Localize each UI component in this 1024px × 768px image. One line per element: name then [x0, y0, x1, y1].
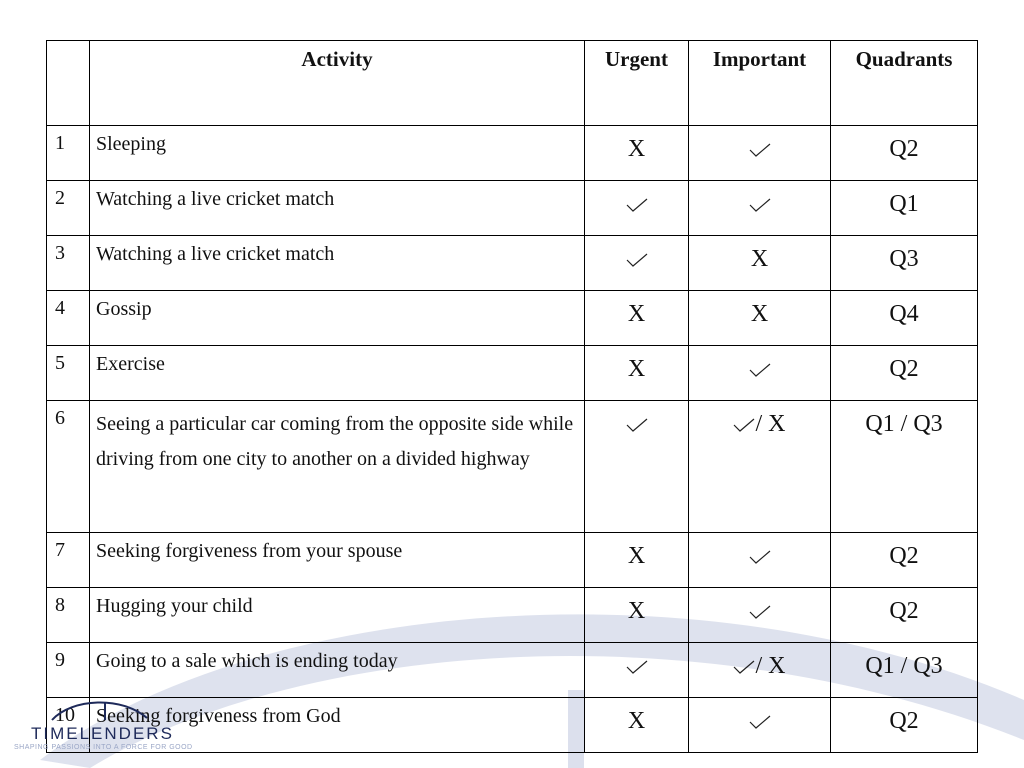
check-icon [626, 418, 648, 432]
quadrant-cell: Q4 [831, 291, 978, 346]
quadrant-cell: Q2 [831, 698, 978, 753]
urgent-cell [585, 698, 689, 753]
row-number: 6 [47, 401, 90, 533]
important-cell [689, 588, 831, 643]
header-row [47, 41, 978, 126]
quadrant-cell: Q1 / Q3 [831, 401, 978, 533]
urgent-cell [585, 291, 689, 346]
header-quadrants: Quadrants [831, 41, 978, 126]
activity-cell: Exercise [90, 346, 585, 401]
check-icon [749, 143, 771, 157]
cross-mark: X [627, 543, 646, 569]
important-cell [689, 698, 831, 753]
check-icon [749, 550, 771, 564]
cross-mark: X [627, 708, 646, 734]
check-icon [626, 660, 648, 674]
separator: / [755, 653, 769, 679]
cross-mark: X [627, 356, 646, 382]
row-number: 4 [47, 291, 90, 346]
logo-tagline: SHAPING PASSIONS INTO A FORCE FOR GOOD [14, 744, 193, 751]
important-cell [689, 401, 831, 533]
check-icon [626, 198, 648, 212]
activity-cell: Seeking forgiveness from your spouse [90, 533, 585, 588]
quadrant-cell: Q1 [831, 181, 978, 236]
cross-mark: X [627, 136, 646, 162]
check-icon [749, 715, 771, 729]
table-row [47, 401, 978, 533]
urgent-cell [585, 643, 689, 698]
cross-mark: X [768, 653, 786, 679]
activity-cell: Gossip [90, 291, 585, 346]
important-cell [689, 291, 831, 346]
check-icon [733, 660, 755, 674]
check-icon [626, 253, 648, 267]
quadrant-cell: Q2 [831, 588, 978, 643]
table-body [47, 126, 978, 753]
row-number: 1 [47, 126, 90, 181]
cross-mark: X [768, 411, 786, 437]
table-row [47, 181, 978, 236]
cross-mark: X [750, 246, 769, 272]
cross-mark: X [627, 301, 646, 327]
quadrant-cell: Q2 [831, 126, 978, 181]
table-row [47, 346, 978, 401]
header-activity: Activity [90, 41, 585, 126]
header-important: Important [689, 41, 831, 126]
quadrant-cell: Q2 [831, 346, 978, 401]
check-icon [733, 418, 755, 432]
activity-cell: Going to a sale which is ending today [90, 643, 585, 698]
activity-cell: Seeking forgiveness from God [90, 698, 585, 753]
table-row [47, 291, 978, 346]
row-number: 5 [47, 346, 90, 401]
row-number: 7 [47, 533, 90, 588]
table-row [47, 126, 978, 181]
row-number: 10 [47, 698, 90, 753]
header-urgent: Urgent [585, 41, 689, 126]
logo-name: TIMELENDERS [31, 724, 174, 743]
quadrant-cell: Q1 / Q3 [831, 643, 978, 698]
cross-mark: X [750, 301, 769, 327]
row-number: 2 [47, 181, 90, 236]
important-cell [689, 181, 831, 236]
urgent-cell [585, 126, 689, 181]
row-number: 9 [47, 643, 90, 698]
important-cell [689, 643, 831, 698]
urgent-cell [585, 588, 689, 643]
row-number: 8 [47, 588, 90, 643]
activity-cell: Seeing a particular car coming from the opposite side while driving from one city to another on a divided highway [90, 401, 585, 533]
table-row [47, 588, 978, 643]
activity-cell: Sleeping [90, 126, 585, 181]
urgent-cell [585, 346, 689, 401]
check-icon [749, 363, 771, 377]
important-cell [689, 346, 831, 401]
check-icon [749, 605, 771, 619]
separator: / [755, 411, 769, 437]
important-cell [689, 126, 831, 181]
urgent-cell [585, 181, 689, 236]
urgent-cell [585, 236, 689, 291]
quadrant-cell: Q2 [831, 533, 978, 588]
table-row [47, 236, 978, 291]
urgent-cell [585, 533, 689, 588]
cross-mark: X [627, 598, 646, 624]
row-number: 3 [47, 236, 90, 291]
activity-cell: Watching a live cricket match [90, 236, 585, 291]
table-row [47, 533, 978, 588]
header-number [47, 41, 90, 126]
urgent-cell [585, 401, 689, 533]
quadrant-cell: Q3 [831, 236, 978, 291]
activity-table [46, 40, 978, 753]
check-icon [749, 198, 771, 212]
activity-cell: Watching a live cricket match [90, 181, 585, 236]
important-cell [689, 236, 831, 291]
important-cell [689, 533, 831, 588]
activity-cell: Hugging your child [90, 588, 585, 643]
